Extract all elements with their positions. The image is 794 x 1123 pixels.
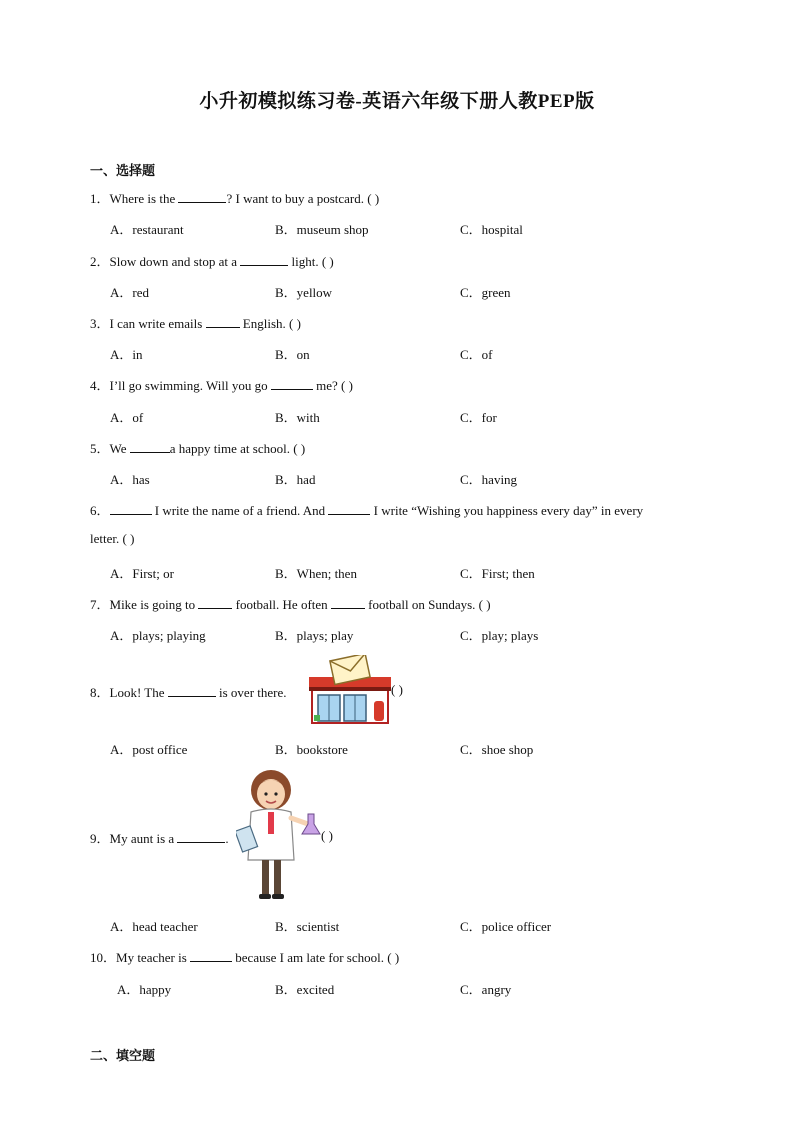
option-b[interactable]: B．had <box>275 472 316 487</box>
option-c[interactable]: C．angry <box>460 982 512 997</box>
option-a[interactable]: A．has <box>110 472 150 487</box>
option-a[interactable]: A．restaurant <box>110 222 184 237</box>
option-c[interactable]: C．police officer <box>460 919 552 934</box>
question-number: 5． <box>90 441 110 456</box>
question-7: 7．Mike is going to football. He often football on Sundays. ( ) <box>90 597 491 612</box>
section-heading-fill: 二、填空题 <box>90 1048 156 1063</box>
question-number: 2． <box>90 254 110 269</box>
question-number: 3． <box>90 316 110 331</box>
answer-blank[interactable] <box>240 254 288 266</box>
option-a[interactable]: A．of <box>110 410 144 425</box>
answer-paren: ( ) <box>321 828 333 843</box>
question-8: 8．Look! The is over there. <box>90 685 287 700</box>
option-b[interactable]: B．plays; play <box>275 628 354 643</box>
option-c[interactable]: C．green <box>460 285 511 300</box>
option-a[interactable]: A．happy <box>117 982 172 997</box>
option-b[interactable]: B．When; then <box>275 566 357 581</box>
answer-blank[interactable] <box>198 597 232 609</box>
answer-blank[interactable] <box>110 503 152 515</box>
option-c[interactable]: C．play; plays <box>460 628 539 643</box>
question-number: 10． <box>90 950 117 965</box>
option-b[interactable]: B．on <box>275 347 310 362</box>
question-number: 9． <box>90 831 110 846</box>
option-c[interactable]: C．shoe shop <box>460 742 534 757</box>
question-6-line-2: letter. ( ) <box>90 531 135 546</box>
answer-blank[interactable] <box>206 316 240 328</box>
answer-blank[interactable] <box>177 831 225 843</box>
answer-blank[interactable] <box>168 685 216 697</box>
question-5: 5．We a happy time at school. ( ) <box>90 441 306 456</box>
question-3: 3．I can write emails English. ( ) <box>90 316 301 331</box>
option-b[interactable]: B．scientist <box>275 919 340 934</box>
answer-blank[interactable] <box>178 191 226 203</box>
option-a[interactable]: A．plays; playing <box>110 628 206 643</box>
option-a[interactable]: A．in <box>110 347 143 362</box>
section-heading-choice: 一、选择题 <box>90 163 156 178</box>
question-number: 8． <box>90 685 110 700</box>
question-4: 4．I’ll go swimming. Will you go me? ( ) <box>90 378 353 393</box>
question-1: 1．Where is the ? I want to buy a postcard. ( ) <box>90 191 380 206</box>
answer-blank[interactable] <box>331 597 365 609</box>
post-office-picture <box>306 655 394 725</box>
option-c[interactable]: C．of <box>460 347 493 362</box>
question-6: 6． I write the name of a friend. And I write “Wishing you happiness every day” in every <box>90 503 644 518</box>
option-b[interactable]: B．bookstore <box>275 742 348 757</box>
question-number: 7． <box>90 597 110 612</box>
option-a[interactable]: A．post office <box>110 742 188 757</box>
question-2: 2．Slow down and stop at a light. ( ) <box>90 254 334 269</box>
question-number: 4． <box>90 378 110 393</box>
question-number: 1． <box>90 191 110 206</box>
option-a[interactable]: A．red <box>110 285 149 300</box>
question-number: 6． <box>90 503 110 518</box>
scientist-picture <box>236 768 326 902</box>
option-a[interactable]: A．head teacher <box>110 919 198 934</box>
option-c[interactable]: C．having <box>460 472 518 487</box>
option-a[interactable]: A．First; or <box>110 566 174 581</box>
option-b[interactable]: B．with <box>275 410 320 425</box>
answer-blank[interactable] <box>190 950 232 962</box>
answer-blank[interactable] <box>271 378 313 390</box>
option-c[interactable]: C．hospital <box>460 222 523 237</box>
answer-paren: ( ) <box>391 682 403 697</box>
option-c[interactable]: C．for <box>460 410 497 425</box>
option-b[interactable]: B．excited <box>275 982 335 997</box>
page-title: 小升初模拟练习卷-英语六年级下册人教PEP版 <box>199 91 595 112</box>
option-b[interactable]: B．museum shop <box>275 222 369 237</box>
option-b[interactable]: B．yellow <box>275 285 333 300</box>
answer-blank[interactable] <box>130 441 170 453</box>
answer-blank[interactable] <box>328 503 370 515</box>
question-9: 9．My aunt is a . <box>90 831 229 846</box>
option-c[interactable]: C．First; then <box>460 566 535 581</box>
question-10: 10．My teacher is because I am late for school. ( ) <box>90 950 400 965</box>
